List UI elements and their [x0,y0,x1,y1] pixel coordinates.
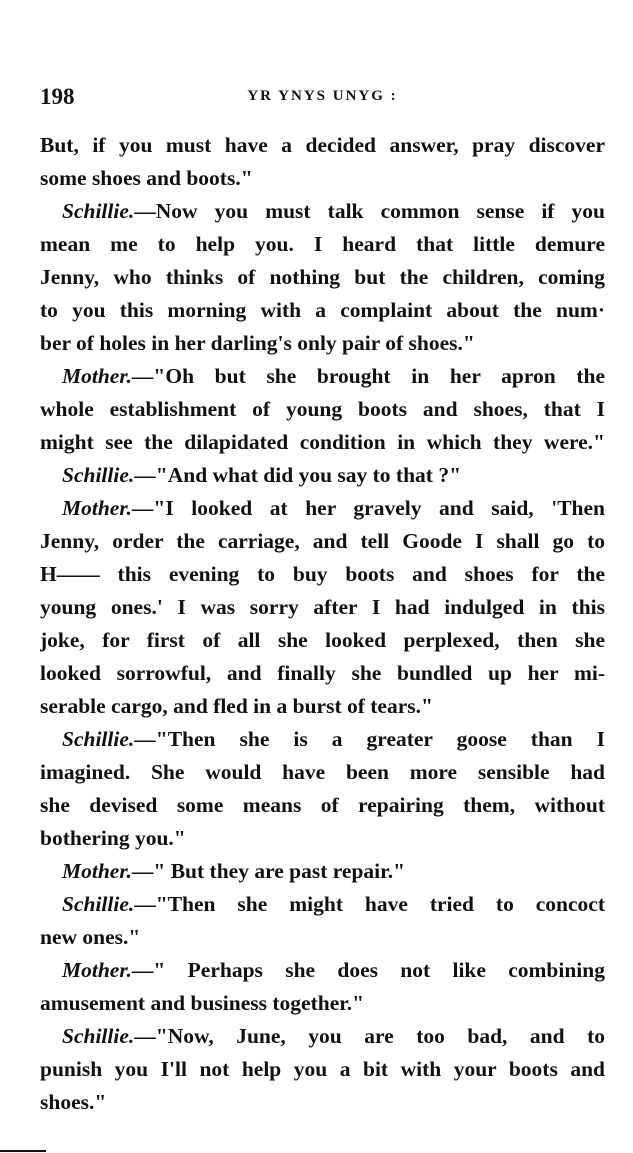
line-text: —"I looked at her gravely and said, 'Then [131,496,605,520]
running-head: YR YNYS UNYG : [247,88,398,104]
text-line [40,327,605,360]
speaker-name: Schillie. [62,1024,135,1048]
line-text: H—— this evening to buy boots and shoes for the [40,562,605,586]
page-body [40,129,605,1119]
text-line [40,195,605,228]
text-line [40,294,605,327]
line-text: she devised some means of repairing them, without [40,793,605,817]
speaker-name: Mother. [62,859,132,883]
text-line [40,1053,605,1086]
text-line [40,921,605,954]
text-line [40,855,605,888]
text-line [40,261,605,294]
text-line [40,624,605,657]
line-text: looked sorrowful, and finally she bundled up her mi- [40,661,605,685]
line-text: ber of holes in her darling's only pair of shoes." [40,331,475,355]
line-text: serable cargo, and fled in a burst of tears." [40,694,433,718]
text-line [40,492,605,525]
page-number: 198 [40,84,75,109]
line-text: —"And what did you say to that ?" [134,463,462,487]
text-line [40,888,605,921]
text-line [40,756,605,789]
text-line [40,228,605,261]
speaker-name: Schillie. [62,463,135,487]
line-text: young ones.' I was sorry after I had indulged in this [40,595,605,619]
text-line [40,426,605,459]
text-line [40,690,605,723]
text-line [40,987,605,1020]
speaker-name: Mother. [62,364,132,388]
text-line [40,657,605,690]
text-line [40,954,605,987]
line-text: But, if you must have a decided answer, pray discover [40,133,605,157]
text-line [40,558,605,591]
text-line [40,360,605,393]
line-text: —"Then she is a greater goose than I [134,727,605,751]
line-text: Jenny, order the carriage, and tell Goode I shall go to [40,529,605,553]
text-line [40,393,605,426]
line-text: mean me to help you. I heard that little demure [40,232,605,256]
speaker-name: Schillie. [62,727,135,751]
text-line [40,789,605,822]
line-text: whole establishment of young boots and shoes, that I [40,397,605,421]
text-line [40,459,605,492]
text-line [40,525,605,558]
line-text: —"Then she might have tried to concoct [134,892,605,916]
line-text: amusement and business together." [40,991,365,1015]
line-text: some shoes and boots." [40,166,253,190]
text-line [40,822,605,855]
speaker-name: Mother. [62,496,132,520]
page-header [40,84,605,112]
text-line [40,162,605,195]
text-line [40,591,605,624]
line-text: —Now you must talk common sense if you [134,199,605,223]
speaker-name: Mother. [62,958,132,982]
line-text: punish you I'll not help you a bit with your boots and [40,1057,605,1081]
line-text: —" But they are past repair." [131,859,406,883]
text-line [40,1086,605,1119]
text-line [40,723,605,756]
line-text: imagined. She would have been more sensible had [40,760,605,784]
speaker-name: Schillie. [62,199,135,223]
line-text: —"Now, June, you are too bad, and to [134,1024,605,1048]
line-text: Jenny, who thinks of nothing but the children, coming [40,265,605,289]
line-text: shoes." [40,1090,107,1114]
footer-rule [0,1150,46,1152]
speaker-name: Schillie. [62,892,135,916]
line-text: new ones." [40,925,141,949]
line-text: bothering you." [40,826,186,850]
line-text: might see the dilapidated condition in which they were." [40,430,605,454]
text-line [40,1020,605,1053]
text-line [40,129,605,162]
line-text: to you this morning with a complaint about the num· [40,298,605,322]
line-text: —"Oh but she brought in her apron the [131,364,605,388]
line-text: —" Perhaps she does not like combining [131,958,605,982]
line-text: joke, for first of all she looked perplexed, then she [40,628,605,652]
